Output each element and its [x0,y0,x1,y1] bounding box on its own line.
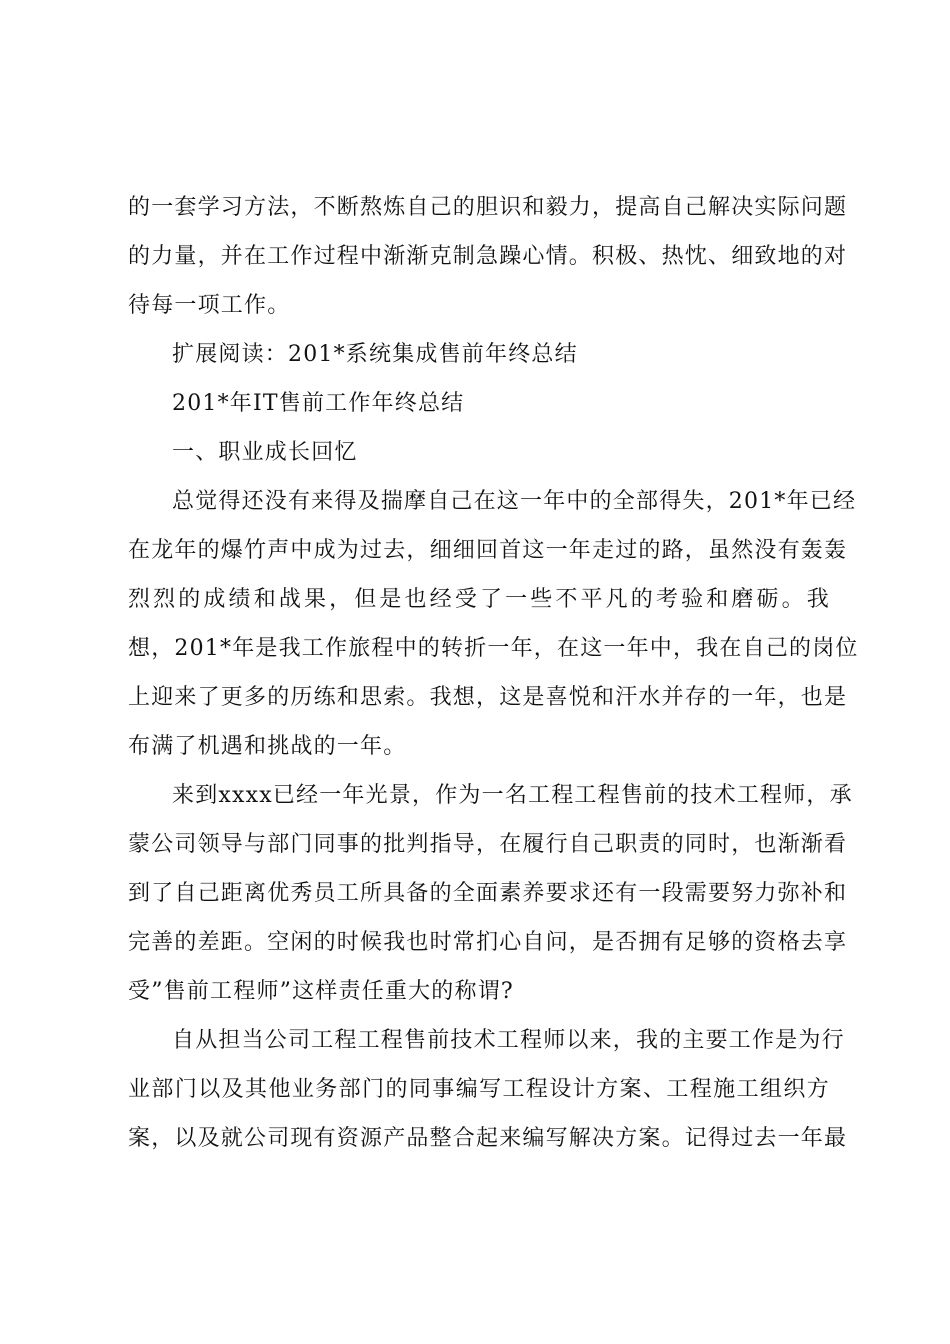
text-line: 的力量，并在工作过程中渐渐克制急躁心情。积极、热忱、细致地的对 [128,244,848,269]
text-line: 布满了机遇和挑战的一年。 [128,734,407,759]
text-line: 一、职业成长回忆 [172,440,358,465]
text-line: 烈烈的成绩和战果，但是也经受了一些不平凡的考验和磨砺。我 [128,587,830,612]
text-line: 案，以及就公司现有资源产品整合起来编写解决方案。记得过去一年最 [128,1126,848,1151]
paragraph-1 [128,183,848,330]
text-line: 受”售前工程师”这样责任重大的称谓? [128,979,514,1004]
text-line: 扩展阅读：201*系统集成售前年终总结 [172,342,578,367]
text-line: 到了自己距离优秀员工所具备的全面素养要求还有一段需要努力弥补和 [128,881,848,906]
paragraph-5 [128,477,859,771]
text-line: 业部门以及其他业务部门的同事编写工程设计方案、工程施工组织方 [128,1077,830,1102]
text-line: 自从担当公司工程工程售前技术工程师以来，我的主要工作是为行 [172,1028,845,1053]
text-line: 来到xxxx已经一年光景，作为一名工程工程售前的技术工程师，承 [172,783,853,808]
text-line: 想，201*年是我工作旅程中的转折一年，在这一年中，我在自己的岗位 [128,636,859,661]
paragraph-extended-reading [128,330,830,379]
text-line: 待每一项工作。 [128,293,291,318]
text-line: 总觉得还没有来得及揣摩自己在这一年中的全部得失，201*年已经 [172,489,857,514]
paragraph-heading-1 [128,428,830,477]
paragraph-6 [128,771,853,1016]
text-line: 的一套学习方法，不断熬炼自己的胆识和毅力，提高自己解决实际问题 [128,195,848,220]
text-line: 完善的差距。空闲的时候我也时常扪心自问，是否拥有足够的资格去享 [128,930,848,955]
text-line: 在龙年的爆竹声中成为过去，细细回首这一年走过的路，虽然没有轰轰 [128,538,848,563]
text-line: 201*年IT售前工作年终总结 [172,391,465,416]
text-line: 上迎来了更多的历练和思索。我想，这是喜悦和汗水并存的一年，也是 [128,685,848,710]
paragraph-section-title [128,379,830,428]
paragraph-7 [128,1016,848,1163]
document-body [128,183,859,1163]
text-line: 蒙公司领导与部门同事的批判指导，在履行自己职责的同时，也渐渐看 [128,832,848,857]
